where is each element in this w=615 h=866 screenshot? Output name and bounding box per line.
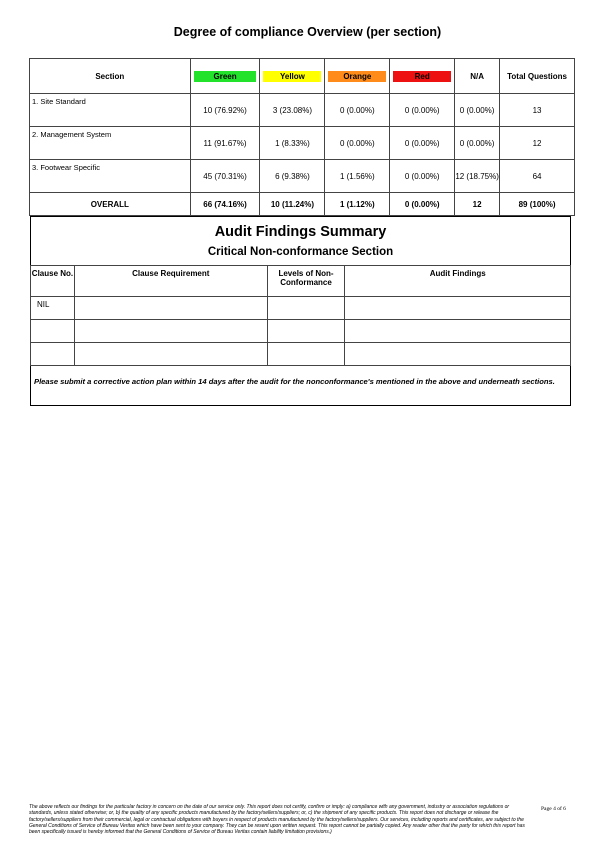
table-row (31, 297, 571, 320)
page-title: Degree of compliance Overview (per section) (173, 25, 442, 39)
findings-cell (345, 343, 571, 366)
overall-label: OVERALL (30, 193, 191, 216)
corrective-action-note: Please submit a corrective action plan within 14 days after the audit for the nonconformance's mentioned in the above and underneath sections. (34, 377, 555, 386)
green-value: 10 (76.92%) (190, 94, 260, 127)
table-row (30, 94, 575, 127)
orange-value: 0 (0.00%) (325, 94, 390, 127)
red-value: 0 (0.00%) (390, 94, 455, 127)
header-red (390, 59, 455, 94)
overall-red: 0 (0.00%) (390, 193, 455, 216)
audit-findings-box (30, 216, 571, 406)
table-row (31, 343, 571, 366)
page-number: Page 4 of 6 (541, 806, 566, 812)
green-swatch: Green (194, 71, 257, 82)
red-swatch: Red (393, 71, 451, 82)
red-value: 0 (0.00%) (390, 160, 455, 193)
clause-cell (31, 320, 75, 343)
header-requirement: Clause Requirement (74, 266, 267, 297)
findings-cell (345, 320, 571, 343)
table-row (31, 320, 571, 343)
orange-value: 0 (0.00%) (325, 127, 390, 160)
findings-cell (345, 297, 571, 320)
overall-total: 89 (100%) (500, 193, 575, 216)
total-value: 12 (500, 127, 575, 160)
audit-findings-table (30, 265, 571, 366)
compliance-table (29, 58, 575, 216)
levels-cell (267, 343, 345, 366)
section-name: 3. Footwear Specific (30, 160, 191, 193)
header-levels: Levels of Non-Conformance (267, 266, 345, 297)
requirement-cell (74, 320, 267, 343)
clause-cell (31, 343, 75, 366)
yellow-value: 1 (8.33%) (260, 127, 325, 160)
yellow-value: 6 (9.38%) (260, 160, 325, 193)
levels-cell (267, 320, 345, 343)
section-name: 1. Site Standard (30, 94, 191, 127)
audit-title: Audit Findings Summary (214, 224, 387, 240)
overall-row (30, 193, 575, 216)
header-orange (325, 59, 390, 94)
overall-na: 12 (455, 193, 500, 216)
header-row (30, 59, 575, 94)
levels-cell (267, 297, 345, 320)
header-findings: Audit Findings (345, 266, 571, 297)
footer-disclaimer: The above reflects our findings for the particular factory in concern on the date of our service only. This report does not certify, confirm or imply: a) compliance with any government, industry or association regulations or standards, unless stated otherwise; or, b) the quality of any specific products manufactured by the factory/sellers/suppliers; or, c) the shipment of any specific products. This report does not discharge or release the factory/sellers/suppliers from their commercial, legal or contractual obligations with buyers in respect of products manufactured by the factory/sellers/suppliers. Our services, including reports and certificates, are subject to the General Conditions of Service of Bureau Veritas which have been sent to your company. They can be resent upon written request. This report cannot be partially copied. Any reader other that the party for which this report has been specifically issued is hereby informed that the General Conditions of Service of Bureau Veritas contain liability limitation provisions.) (29, 804, 525, 836)
yellow-value: 3 (23.08%) (260, 94, 325, 127)
overall-green: 66 (74.16%) (190, 193, 260, 216)
na-value: 0 (0.00%) (455, 127, 500, 160)
overall-yellow: 10 (11.24%) (260, 193, 325, 216)
orange-swatch: Orange (328, 71, 386, 82)
section-name: 2. Management System (30, 127, 191, 160)
clause-cell: NIL (31, 297, 75, 320)
red-value: 0 (0.00%) (390, 127, 455, 160)
requirement-cell (74, 297, 267, 320)
requirement-cell (74, 343, 267, 366)
green-value: 11 (91.67%) (190, 127, 260, 160)
total-value: 13 (500, 94, 575, 127)
header-total: Total Questions (500, 59, 575, 94)
header-row (31, 266, 571, 297)
header-section: Section (30, 59, 191, 94)
table-row (30, 160, 575, 193)
audit-subtitle: Critical Non-conformance Section (207, 246, 394, 258)
header-yellow (260, 59, 325, 94)
table-row (30, 127, 575, 160)
header-clause: Clause No. (31, 266, 75, 297)
total-value: 64 (500, 160, 575, 193)
na-value: 12 (18.75%) (455, 160, 500, 193)
green-value: 45 (70.31%) (190, 160, 260, 193)
orange-value: 1 (1.56%) (325, 160, 390, 193)
yellow-swatch: Yellow (263, 71, 321, 82)
header-green (190, 59, 260, 94)
header-na: N/A (455, 59, 500, 94)
na-value: 0 (0.00%) (455, 94, 500, 127)
overall-orange: 1 (1.12%) (325, 193, 390, 216)
